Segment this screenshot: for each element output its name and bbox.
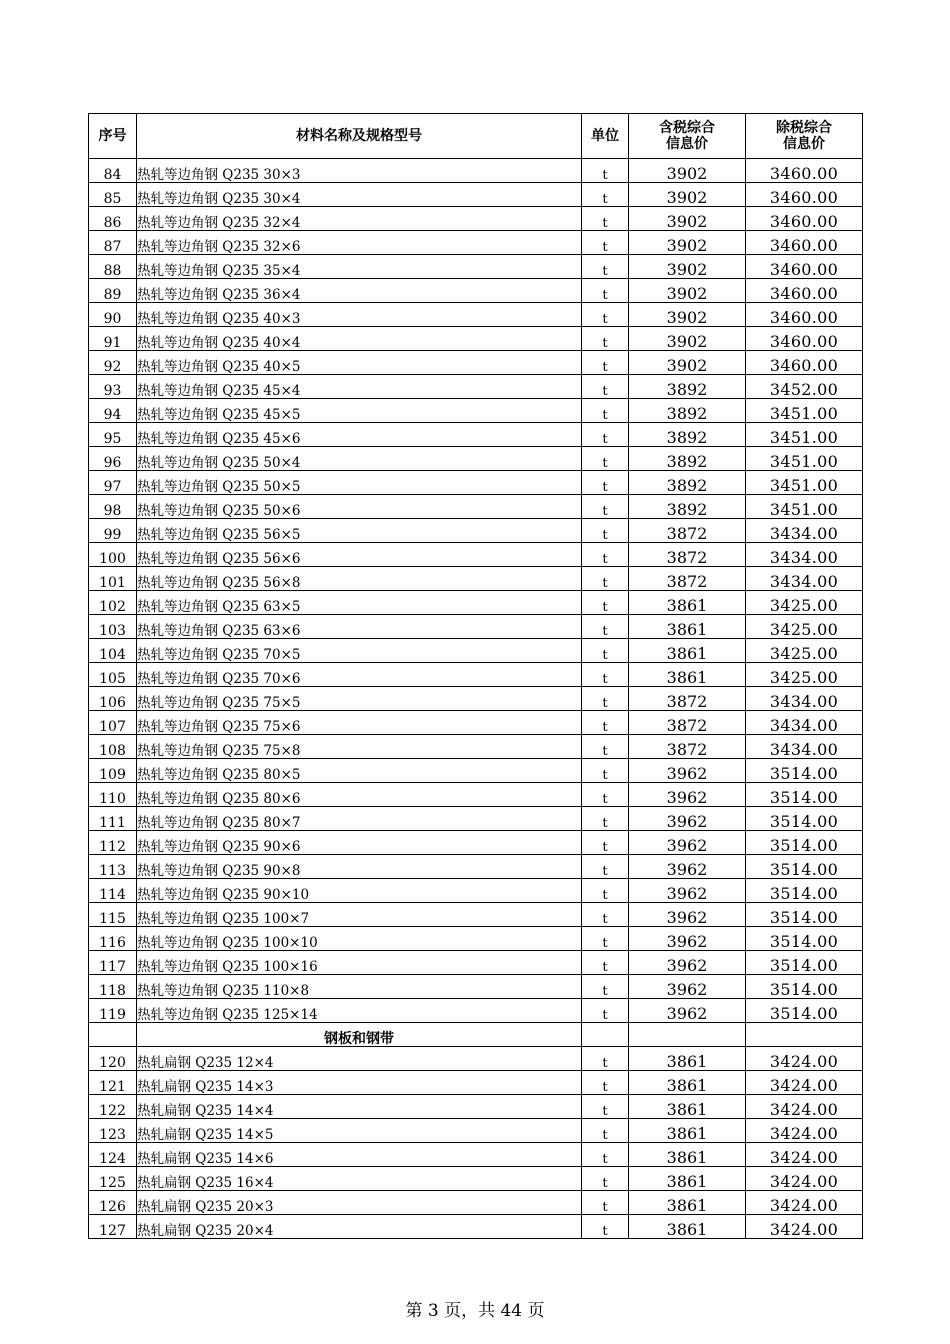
cell-price-tax-excluded: 3460.00 (746, 159, 863, 183)
cell-name: 热轧等边角钢 Q235 40×5 (137, 351, 582, 375)
cell-price-tax-included: 3861 (629, 663, 746, 687)
cell-price-tax-included (629, 1023, 746, 1047)
cell-price-tax-excluded: 3434.00 (746, 735, 863, 759)
cell-name: 热轧等边角钢 Q235 30×3 (137, 159, 582, 183)
cell-unit: t (582, 1143, 629, 1167)
cell-price-tax-excluded: 3460.00 (746, 351, 863, 375)
cell-price-tax-excluded: 3434.00 (746, 687, 863, 711)
cell-price-tax-included: 3892 (629, 447, 746, 471)
cell-name: 热轧等边角钢 Q235 36×4 (137, 279, 582, 303)
cell-price-tax-excluded: 3514.00 (746, 783, 863, 807)
cell-price-tax-excluded: 3452.00 (746, 375, 863, 399)
cell-unit: t (582, 495, 629, 519)
header-tax-included-line1: 含税综合 (659, 120, 715, 136)
table-row (89, 1191, 863, 1215)
table-row (89, 159, 863, 183)
cell-price-tax-excluded: 3425.00 (746, 663, 863, 687)
cell-no: 114 (89, 879, 137, 903)
cell-price-tax-excluded: 3451.00 (746, 399, 863, 423)
cell-no (89, 1023, 137, 1047)
cell-price-tax-excluded: 3425.00 (746, 639, 863, 663)
section-row (89, 1023, 863, 1047)
table-row (89, 927, 863, 951)
table-row (89, 663, 863, 687)
table-row (89, 615, 863, 639)
cell-price-tax-excluded: 3514.00 (746, 927, 863, 951)
cell-price-tax-excluded: 3460.00 (746, 231, 863, 255)
cell-unit: t (582, 735, 629, 759)
cell-price-tax-included: 3962 (629, 783, 746, 807)
cell-unit: t (582, 591, 629, 615)
cell-no: 87 (89, 231, 137, 255)
cell-name: 热轧扁钢 Q235 16×4 (137, 1167, 582, 1191)
cell-price-tax-included: 3962 (629, 807, 746, 831)
cell-unit: t (582, 1071, 629, 1095)
cell-price-tax-included: 3861 (629, 1119, 746, 1143)
cell-price-tax-included: 3872 (629, 687, 746, 711)
header-no: 序号 (89, 114, 137, 159)
cell-name: 热轧等边角钢 Q235 75×8 (137, 735, 582, 759)
cell-price-tax-included: 3962 (629, 759, 746, 783)
table-row (89, 999, 863, 1023)
cell-unit: t (582, 1047, 629, 1071)
cell-unit: t (582, 543, 629, 567)
cell-name: 热轧等边角钢 Q235 50×6 (137, 495, 582, 519)
cell-price-tax-excluded: 3424.00 (746, 1215, 863, 1239)
cell-price-tax-included: 3962 (629, 951, 746, 975)
table-row (89, 1119, 863, 1143)
cell-no: 90 (89, 303, 137, 327)
cell-price-tax-excluded: 3434.00 (746, 543, 863, 567)
cell-price-tax-included: 3861 (629, 615, 746, 639)
header-tax-excluded-line1: 除税综合 (776, 120, 832, 136)
cell-no: 100 (89, 543, 137, 567)
cell-price-tax-excluded: 3424.00 (746, 1191, 863, 1215)
table-row (89, 975, 863, 999)
table-row (89, 759, 863, 783)
cell-name: 热轧等边角钢 Q235 32×4 (137, 207, 582, 231)
cell-name: 热轧扁钢 Q235 14×3 (137, 1071, 582, 1095)
cell-price-tax-included: 3962 (629, 879, 746, 903)
cell-name: 热轧等边角钢 Q235 90×10 (137, 879, 582, 903)
cell-price-tax-included: 3861 (629, 1191, 746, 1215)
cell-price-tax-included: 3892 (629, 495, 746, 519)
table-row (89, 879, 863, 903)
cell-price-tax-included: 3962 (629, 927, 746, 951)
cell-no: 97 (89, 471, 137, 495)
cell-no: 84 (89, 159, 137, 183)
cell-no: 112 (89, 831, 137, 855)
cell-unit: t (582, 159, 629, 183)
table-row (89, 399, 863, 423)
page-footer: 第 3 页，共 44 页 (405, 1301, 545, 1321)
cell-price-tax-excluded: 3451.00 (746, 471, 863, 495)
cell-unit: t (582, 975, 629, 999)
header-unit: 单位 (582, 114, 629, 159)
cell-price-tax-excluded: 3424.00 (746, 1095, 863, 1119)
cell-unit: t (582, 1119, 629, 1143)
cell-unit: t (582, 471, 629, 495)
cell-name: 热轧扁钢 Q235 14×6 (137, 1143, 582, 1167)
cell-unit: t (582, 855, 629, 879)
cell-price-tax-excluded: 3514.00 (746, 999, 863, 1023)
cell-no: 106 (89, 687, 137, 711)
cell-unit: t (582, 207, 629, 231)
cell-unit: t (582, 567, 629, 591)
cell-price-tax-excluded: 3451.00 (746, 423, 863, 447)
cell-name: 热轧等边角钢 Q235 90×8 (137, 855, 582, 879)
cell-no: 117 (89, 951, 137, 975)
cell-price-tax-included: 3902 (629, 327, 746, 351)
cell-name: 热轧等边角钢 Q235 32×6 (137, 231, 582, 255)
cell-price-tax-included: 3872 (629, 735, 746, 759)
cell-name: 热轧等边角钢 Q235 100×7 (137, 903, 582, 927)
header-name: 材料名称及规格型号 (137, 114, 582, 159)
cell-no: 101 (89, 567, 137, 591)
cell-name: 热轧等边角钢 Q235 50×4 (137, 447, 582, 471)
cell-unit: t (582, 903, 629, 927)
cell-no: 107 (89, 711, 137, 735)
table-row (89, 711, 863, 735)
cell-price-tax-excluded: 3514.00 (746, 807, 863, 831)
cell-unit: t (582, 327, 629, 351)
cell-name: 热轧等边角钢 Q235 56×5 (137, 519, 582, 543)
table-row (89, 591, 863, 615)
cell-price-tax-included: 3861 (629, 639, 746, 663)
cell-price-tax-excluded: 3424.00 (746, 1119, 863, 1143)
cell-no: 94 (89, 399, 137, 423)
cell-no: 110 (89, 783, 137, 807)
cell-unit: t (582, 447, 629, 471)
table-row (89, 327, 863, 351)
cell-unit: t (582, 663, 629, 687)
cell-price-tax-excluded: 3424.00 (746, 1143, 863, 1167)
cell-no: 95 (89, 423, 137, 447)
header-tax-excluded (746, 114, 863, 159)
cell-price-tax-included: 3902 (629, 183, 746, 207)
cell-name: 热轧等边角钢 Q235 90×6 (137, 831, 582, 855)
cell-price-tax-included: 3962 (629, 975, 746, 999)
cell-name: 热轧等边角钢 Q235 70×5 (137, 639, 582, 663)
cell-no: 91 (89, 327, 137, 351)
table-header (89, 114, 863, 159)
cell-unit: t (582, 951, 629, 975)
cell-price-tax-excluded: 3514.00 (746, 831, 863, 855)
cell-name: 热轧等边角钢 Q235 56×8 (137, 567, 582, 591)
cell-unit: t (582, 807, 629, 831)
cell-name: 热轧等边角钢 Q235 100×16 (137, 951, 582, 975)
cell-price-tax-excluded (746, 1023, 863, 1047)
table-row (89, 495, 863, 519)
cell-name: 热轧等边角钢 Q235 70×6 (137, 663, 582, 687)
table-row (89, 903, 863, 927)
cell-unit: t (582, 399, 629, 423)
cell-price-tax-excluded: 3514.00 (746, 951, 863, 975)
table-row (89, 183, 863, 207)
table-row (89, 543, 863, 567)
cell-no: 85 (89, 183, 137, 207)
price-table (88, 113, 863, 1239)
cell-price-tax-excluded: 3460.00 (746, 183, 863, 207)
cell-no: 119 (89, 999, 137, 1023)
cell-no: 93 (89, 375, 137, 399)
cell-name: 热轧等边角钢 Q235 30×4 (137, 183, 582, 207)
cell-price-tax-excluded: 3425.00 (746, 615, 863, 639)
cell-no: 86 (89, 207, 137, 231)
cell-price-tax-included: 3902 (629, 351, 746, 375)
table-row (89, 1143, 863, 1167)
table-row (89, 687, 863, 711)
cell-name: 热轧扁钢 Q235 14×4 (137, 1095, 582, 1119)
cell-price-tax-excluded: 3425.00 (746, 591, 863, 615)
cell-price-tax-excluded: 3460.00 (746, 303, 863, 327)
cell-price-tax-excluded: 3451.00 (746, 495, 863, 519)
header-row (89, 114, 863, 159)
cell-price-tax-included: 3902 (629, 279, 746, 303)
cell-price-tax-excluded: 3434.00 (746, 567, 863, 591)
cell-price-tax-excluded: 3460.00 (746, 327, 863, 351)
section-title: 钢板和钢带 (137, 1023, 582, 1047)
cell-price-tax-included: 3861 (629, 591, 746, 615)
cell-price-tax-included: 3872 (629, 543, 746, 567)
cell-no: 125 (89, 1167, 137, 1191)
cell-price-tax-excluded: 3451.00 (746, 447, 863, 471)
cell-price-tax-excluded: 3424.00 (746, 1071, 863, 1095)
table-row (89, 279, 863, 303)
cell-name: 热轧等边角钢 Q235 45×6 (137, 423, 582, 447)
cell-price-tax-excluded: 3514.00 (746, 855, 863, 879)
cell-price-tax-included: 3872 (629, 711, 746, 735)
cell-price-tax-excluded: 3434.00 (746, 519, 863, 543)
cell-price-tax-included: 3962 (629, 903, 746, 927)
cell-price-tax-included: 3962 (629, 999, 746, 1023)
cell-name: 热轧等边角钢 Q235 80×7 (137, 807, 582, 831)
table-row (89, 375, 863, 399)
cell-no: 92 (89, 351, 137, 375)
cell-unit: t (582, 375, 629, 399)
cell-price-tax-excluded: 3514.00 (746, 903, 863, 927)
cell-unit: t (582, 351, 629, 375)
cell-price-tax-excluded: 3514.00 (746, 975, 863, 999)
cell-name: 热轧等边角钢 Q235 35×4 (137, 255, 582, 279)
table-row (89, 831, 863, 855)
cell-price-tax-included: 3861 (629, 1215, 746, 1239)
cell-price-tax-included: 3861 (629, 1071, 746, 1095)
table-row (89, 735, 863, 759)
cell-unit: t (582, 303, 629, 327)
cell-no: 126 (89, 1191, 137, 1215)
table-row (89, 1095, 863, 1119)
cell-price-tax-included: 3962 (629, 831, 746, 855)
cell-no: 113 (89, 855, 137, 879)
cell-no: 88 (89, 255, 137, 279)
cell-no: 122 (89, 1095, 137, 1119)
cell-name: 热轧扁钢 Q235 14×5 (137, 1119, 582, 1143)
cell-price-tax-included: 3962 (629, 855, 746, 879)
cell-unit: t (582, 1215, 629, 1239)
table-row (89, 855, 863, 879)
cell-name: 热轧等边角钢 Q235 75×6 (137, 711, 582, 735)
cell-unit: t (582, 1191, 629, 1215)
cell-price-tax-included: 3902 (629, 207, 746, 231)
cell-price-tax-excluded: 3460.00 (746, 207, 863, 231)
cell-unit: t (582, 759, 629, 783)
table-row (89, 207, 863, 231)
cell-unit: t (582, 279, 629, 303)
cell-no: 115 (89, 903, 137, 927)
header-tax-included-line2: 信息价 (666, 136, 708, 152)
cell-name: 热轧等边角钢 Q235 100×10 (137, 927, 582, 951)
cell-unit: t (582, 711, 629, 735)
table-row (89, 1047, 863, 1071)
cell-name: 热轧等边角钢 Q235 45×4 (137, 375, 582, 399)
cell-no: 123 (89, 1119, 137, 1143)
table-row (89, 423, 863, 447)
cell-price-tax-included: 3892 (629, 399, 746, 423)
cell-name: 热轧等边角钢 Q235 40×4 (137, 327, 582, 351)
cell-unit: t (582, 927, 629, 951)
table-body (89, 159, 863, 1239)
cell-name: 热轧扁钢 Q235 12×4 (137, 1047, 582, 1071)
table-row (89, 471, 863, 495)
cell-name: 热轧扁钢 Q235 20×4 (137, 1215, 582, 1239)
cell-name: 热轧等边角钢 Q235 110×8 (137, 975, 582, 999)
table-row (89, 783, 863, 807)
cell-unit: t (582, 1095, 629, 1119)
cell-price-tax-included: 3892 (629, 375, 746, 399)
header-tax-included (629, 114, 746, 159)
cell-unit: t (582, 183, 629, 207)
cell-no: 103 (89, 615, 137, 639)
cell-name: 热轧等边角钢 Q235 80×5 (137, 759, 582, 783)
table-row (89, 1167, 863, 1191)
cell-no: 109 (89, 759, 137, 783)
cell-name: 热轧等边角钢 Q235 56×6 (137, 543, 582, 567)
cell-price-tax-included: 3902 (629, 159, 746, 183)
cell-price-tax-excluded: 3424.00 (746, 1167, 863, 1191)
cell-no: 118 (89, 975, 137, 999)
cell-name: 热轧等边角钢 Q235 40×3 (137, 303, 582, 327)
cell-price-tax-included: 3872 (629, 519, 746, 543)
cell-name: 热轧等边角钢 Q235 63×5 (137, 591, 582, 615)
cell-no: 104 (89, 639, 137, 663)
cell-unit: t (582, 255, 629, 279)
header-tax-excluded-line2: 信息价 (783, 136, 825, 152)
table-row (89, 807, 863, 831)
cell-no: 105 (89, 663, 137, 687)
table-row (89, 351, 863, 375)
cell-name: 热轧等边角钢 Q235 80×6 (137, 783, 582, 807)
cell-price-tax-included: 3892 (629, 471, 746, 495)
cell-name: 热轧等边角钢 Q235 75×5 (137, 687, 582, 711)
cell-unit: t (582, 783, 629, 807)
cell-name: 热轧等边角钢 Q235 45×5 (137, 399, 582, 423)
cell-no: 98 (89, 495, 137, 519)
cell-unit: t (582, 999, 629, 1023)
cell-price-tax-included: 3872 (629, 567, 746, 591)
cell-no: 127 (89, 1215, 137, 1239)
cell-no: 120 (89, 1047, 137, 1071)
cell-unit (582, 1023, 629, 1047)
table-row (89, 231, 863, 255)
cell-unit: t (582, 615, 629, 639)
cell-price-tax-excluded: 3460.00 (746, 279, 863, 303)
cell-no: 121 (89, 1071, 137, 1095)
cell-price-tax-included: 3861 (629, 1095, 746, 1119)
cell-name: 热轧等边角钢 Q235 50×5 (137, 471, 582, 495)
cell-unit: t (582, 639, 629, 663)
cell-no: 116 (89, 927, 137, 951)
table-row (89, 447, 863, 471)
cell-price-tax-excluded: 3424.00 (746, 1047, 863, 1071)
cell-price-tax-included: 3902 (629, 303, 746, 327)
cell-unit: t (582, 231, 629, 255)
cell-price-tax-excluded: 3514.00 (746, 759, 863, 783)
cell-price-tax-excluded: 3460.00 (746, 255, 863, 279)
cell-name: 热轧等边角钢 Q235 125×14 (137, 999, 582, 1023)
cell-no: 111 (89, 807, 137, 831)
cell-unit: t (582, 519, 629, 543)
cell-unit: t (582, 879, 629, 903)
table-row (89, 1071, 863, 1095)
cell-no: 108 (89, 735, 137, 759)
cell-price-tax-included: 3861 (629, 1143, 746, 1167)
table-row (89, 255, 863, 279)
cell-no: 99 (89, 519, 137, 543)
cell-price-tax-included: 3861 (629, 1047, 746, 1071)
cell-price-tax-excluded: 3434.00 (746, 711, 863, 735)
table-row (89, 519, 863, 543)
cell-no: 89 (89, 279, 137, 303)
cell-unit: t (582, 831, 629, 855)
cell-unit: t (582, 423, 629, 447)
cell-price-tax-included: 3902 (629, 231, 746, 255)
cell-price-tax-included: 3861 (629, 1167, 746, 1191)
cell-name: 热轧扁钢 Q235 20×3 (137, 1191, 582, 1215)
table-row (89, 951, 863, 975)
cell-unit: t (582, 1167, 629, 1191)
cell-unit: t (582, 687, 629, 711)
cell-name: 热轧等边角钢 Q235 63×6 (137, 615, 582, 639)
cell-price-tax-excluded: 3514.00 (746, 879, 863, 903)
cell-price-tax-included: 3902 (629, 255, 746, 279)
cell-no: 96 (89, 447, 137, 471)
cell-no: 124 (89, 1143, 137, 1167)
cell-no: 102 (89, 591, 137, 615)
cell-price-tax-included: 3892 (629, 423, 746, 447)
table-row (89, 567, 863, 591)
table-row (89, 639, 863, 663)
table-row (89, 1215, 863, 1239)
table-row (89, 303, 863, 327)
